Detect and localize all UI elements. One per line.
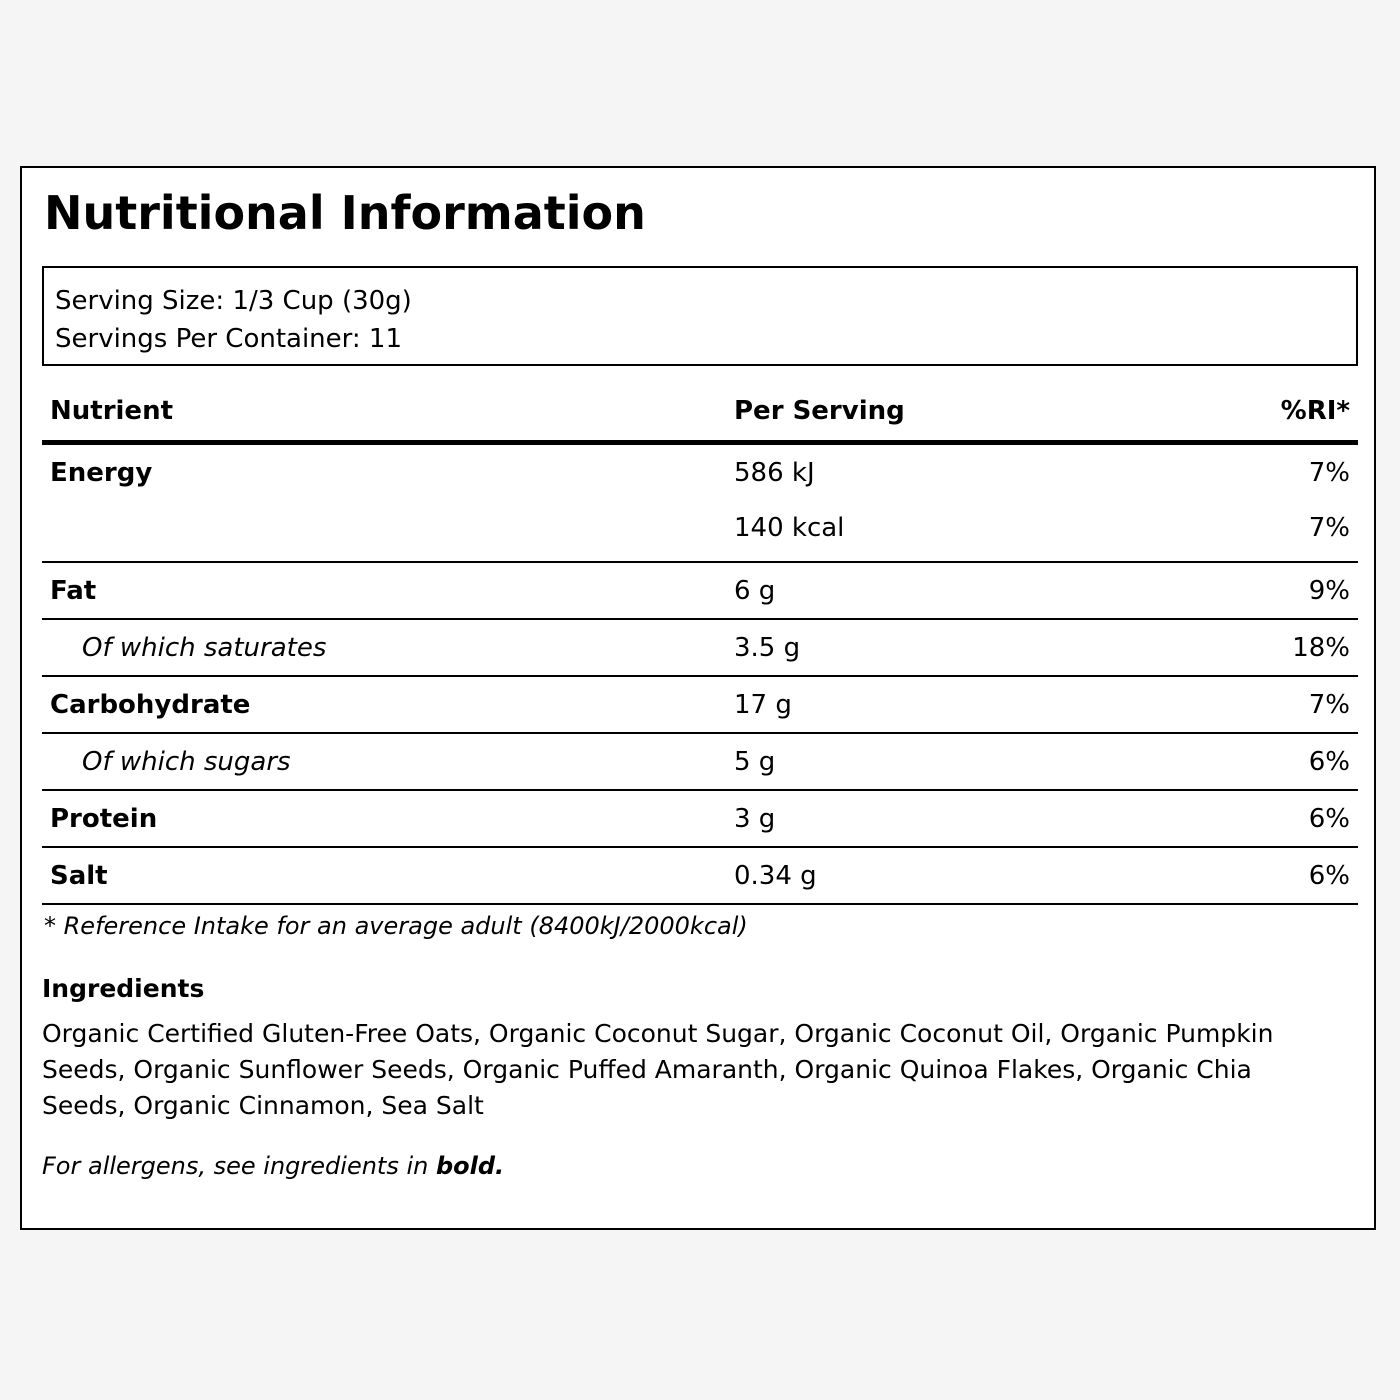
nutrient-name: Energy [50,458,153,488]
page-title: Nutritional Information [44,186,646,240]
allergen-note-bold: bold. [435,1152,505,1180]
ingredients-heading: Ingredients [42,974,205,1003]
nutrition-table [42,386,1358,905]
nutrient-ri: 7% [1308,458,1350,488]
nutrient-value: 140 kcal [734,513,845,543]
nutrient-value: 5 g [734,747,776,777]
header-per-serving: Per Serving [734,396,905,426]
table-row [42,734,1358,791]
nutrient-value: 586 kJ [734,458,815,488]
header-nutrient: Nutrient [50,396,174,426]
nutrient-name: Of which saturates [82,633,327,663]
table-row [42,677,1358,734]
table-row-energy [42,445,1358,563]
nutrient-ri: 7% [1308,513,1350,543]
ri-footnote: * Reference Intake for an average adult (8400kJ/2000kcal) [44,912,748,940]
nutrient-value: 3.5 g [734,633,801,663]
nutrient-name: Of which sugars [82,747,291,777]
nutrient-ri: 6% [1308,804,1350,834]
nutrient-ri: 7% [1308,690,1350,720]
nutrient-ri: 9% [1308,576,1350,606]
table-header [42,386,1358,445]
header-ri: %RI* [1280,396,1350,426]
nutrient-name: Protein [50,804,158,834]
allergen-note-text: For allergens, see ingredients in [42,1152,436,1180]
nutrient-ri: 6% [1308,747,1350,777]
nutrient-ri: 6% [1308,861,1350,891]
table-row [42,848,1358,905]
ingredients-text: Organic Certified Gluten-Free Oats, Organic Coconut Sugar, Organic Coconut Oil, Organic Pumpkin Seeds, Organic Sunflower Seeds, Organic Puffed Amaranth, Organic Quinoa Flakes, Organic Chia Seeds, Organic Cinnamon, Sea Salt [42,1019,1274,1120]
nutrient-name: Fat [50,576,97,606]
allergen-note [42,1152,504,1180]
nutrient-value: 17 g [734,690,792,720]
table-row [42,620,1358,677]
nutrient-value: 0.34 g [734,861,817,891]
nutrient-value: 6 g [734,576,776,606]
nutrient-ri: 18% [1292,633,1350,663]
serving-info-box [42,266,1358,366]
nutrition-panel [20,166,1376,1230]
nutrient-name: Salt [50,861,108,891]
nutrient-value: 3 g [734,804,776,834]
servings-per-container: Servings Per Container: 11 [55,324,403,354]
nutrient-name: Carbohydrate [50,690,251,720]
table-row [42,563,1358,620]
table-row [42,791,1358,848]
serving-size: Serving Size: 1/3 Cup (30g) [55,286,412,316]
